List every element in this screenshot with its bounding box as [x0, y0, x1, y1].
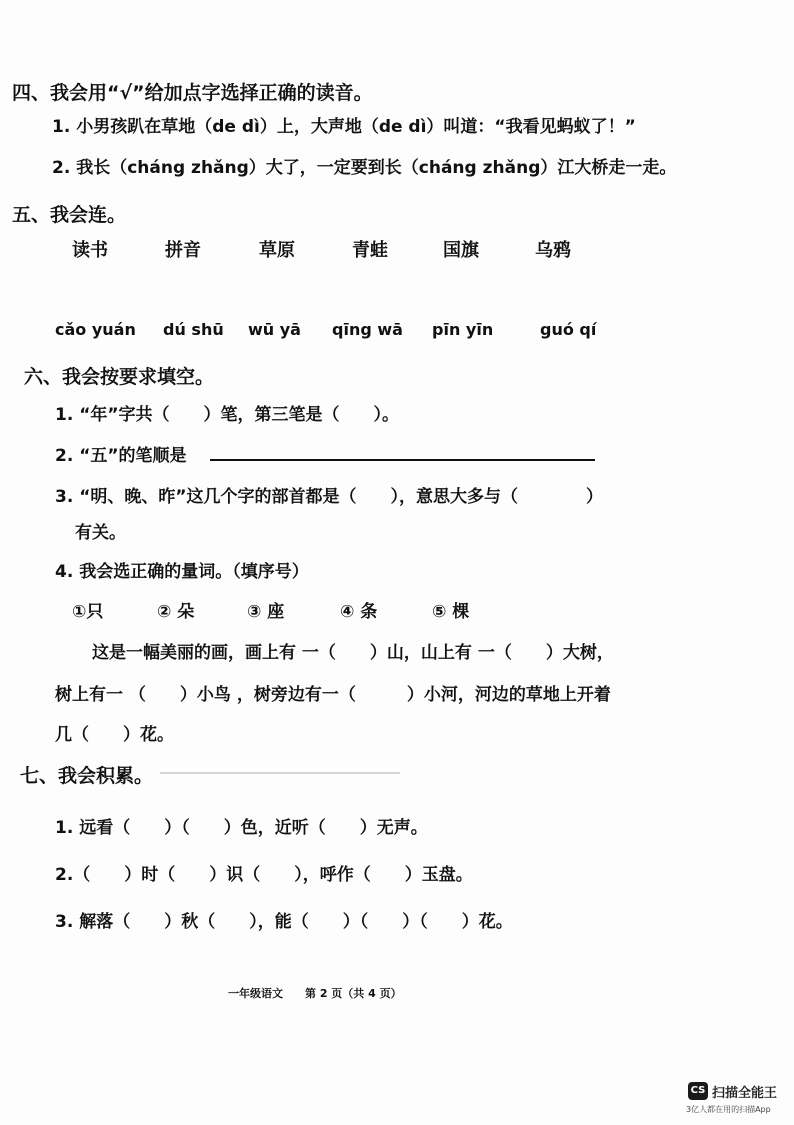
pinyin-item: qīng wā — [332, 320, 403, 339]
word-item: 拼音 — [165, 240, 201, 261]
section-4-title: 四、我会用“√”给加点字选择正确的读音。 — [12, 82, 373, 104]
section-6-title: 六、我会按要求填空。 — [24, 366, 215, 388]
word-item: 国旗 — [443, 240, 479, 261]
section-7-title: 七、我会积累。 — [20, 765, 154, 787]
question-6-3-end: 有关。 — [75, 523, 126, 543]
scanner-brand: 扫描全能王 — [712, 1086, 778, 1101]
passage-line: 树上有一 （ ）小鸟 ，树旁边有一（ ）小河，河边的草地上开着 — [55, 685, 611, 705]
word-item: 乌鸦 — [535, 240, 571, 261]
pinyin-item: guó qí — [540, 320, 597, 339]
question-6-4: 4. 我会选正确的量词。（填序号） — [55, 562, 309, 582]
pinyin-item: pīn yīn — [432, 320, 494, 339]
scan-artifact — [160, 772, 400, 774]
answer-line — [210, 459, 595, 461]
pinyin-item: wū yā — [248, 320, 301, 339]
passage-line: 这是一幅美丽的画，画上有 一（ ）山，山上有 一（ ）大树， — [92, 643, 614, 663]
option-item: ④ 条 — [340, 602, 378, 622]
word-item: 青蛙 — [352, 240, 388, 261]
question-4-1: 1. 小男孩趴在草地（de dì）上，大声地（de dì）叫道：“我看见蚂蚁了！” — [52, 117, 636, 137]
option-item: ② 朵 — [157, 602, 195, 622]
question-7-2: 2.（ ）时（ ）识（ ），呼作（ ）玉盘。 — [55, 865, 473, 885]
word-item: 读书 — [72, 240, 108, 261]
question-6-2: 2. “五”的笔顺是 — [55, 446, 187, 466]
question-6-1: 1. “年”字共（ ）笔，第三笔是（ ）。 — [55, 405, 400, 425]
question-6-3: 3. “明、晚、昨”这几个字的部首都是（ ），意思大多与（ ） — [55, 487, 604, 507]
page-footer: 一年级语文 第 2 页（共 4 页） — [228, 987, 402, 1000]
scanner-logo: CS — [688, 1082, 708, 1100]
pinyin-item: dú shū — [163, 320, 224, 339]
question-4-2: 2. 我长（cháng zhǎng）大了，一定要到长（cháng zhǎng）江大桥走一走。 — [52, 158, 677, 178]
passage-line: 几（ ）花。 — [55, 725, 174, 745]
option-item: ⑤ 棵 — [432, 602, 470, 622]
question-7-1: 1. 远看（ ）（ ）色，近听（ ）无声。 — [55, 818, 428, 838]
word-item: 草原 — [259, 240, 295, 261]
option-item: ①只 — [72, 602, 104, 622]
section-5-title: 五、我会连。 — [12, 204, 127, 226]
pinyin-item: cǎo yuán — [55, 320, 136, 339]
scanner-tagline: 3亿人都在用的扫描App — [686, 1105, 771, 1114]
option-item: ③ 座 — [247, 602, 285, 622]
question-7-3: 3. 解落（ ）秋（ ），能（ ）（ ）（ ）花。 — [55, 912, 513, 932]
